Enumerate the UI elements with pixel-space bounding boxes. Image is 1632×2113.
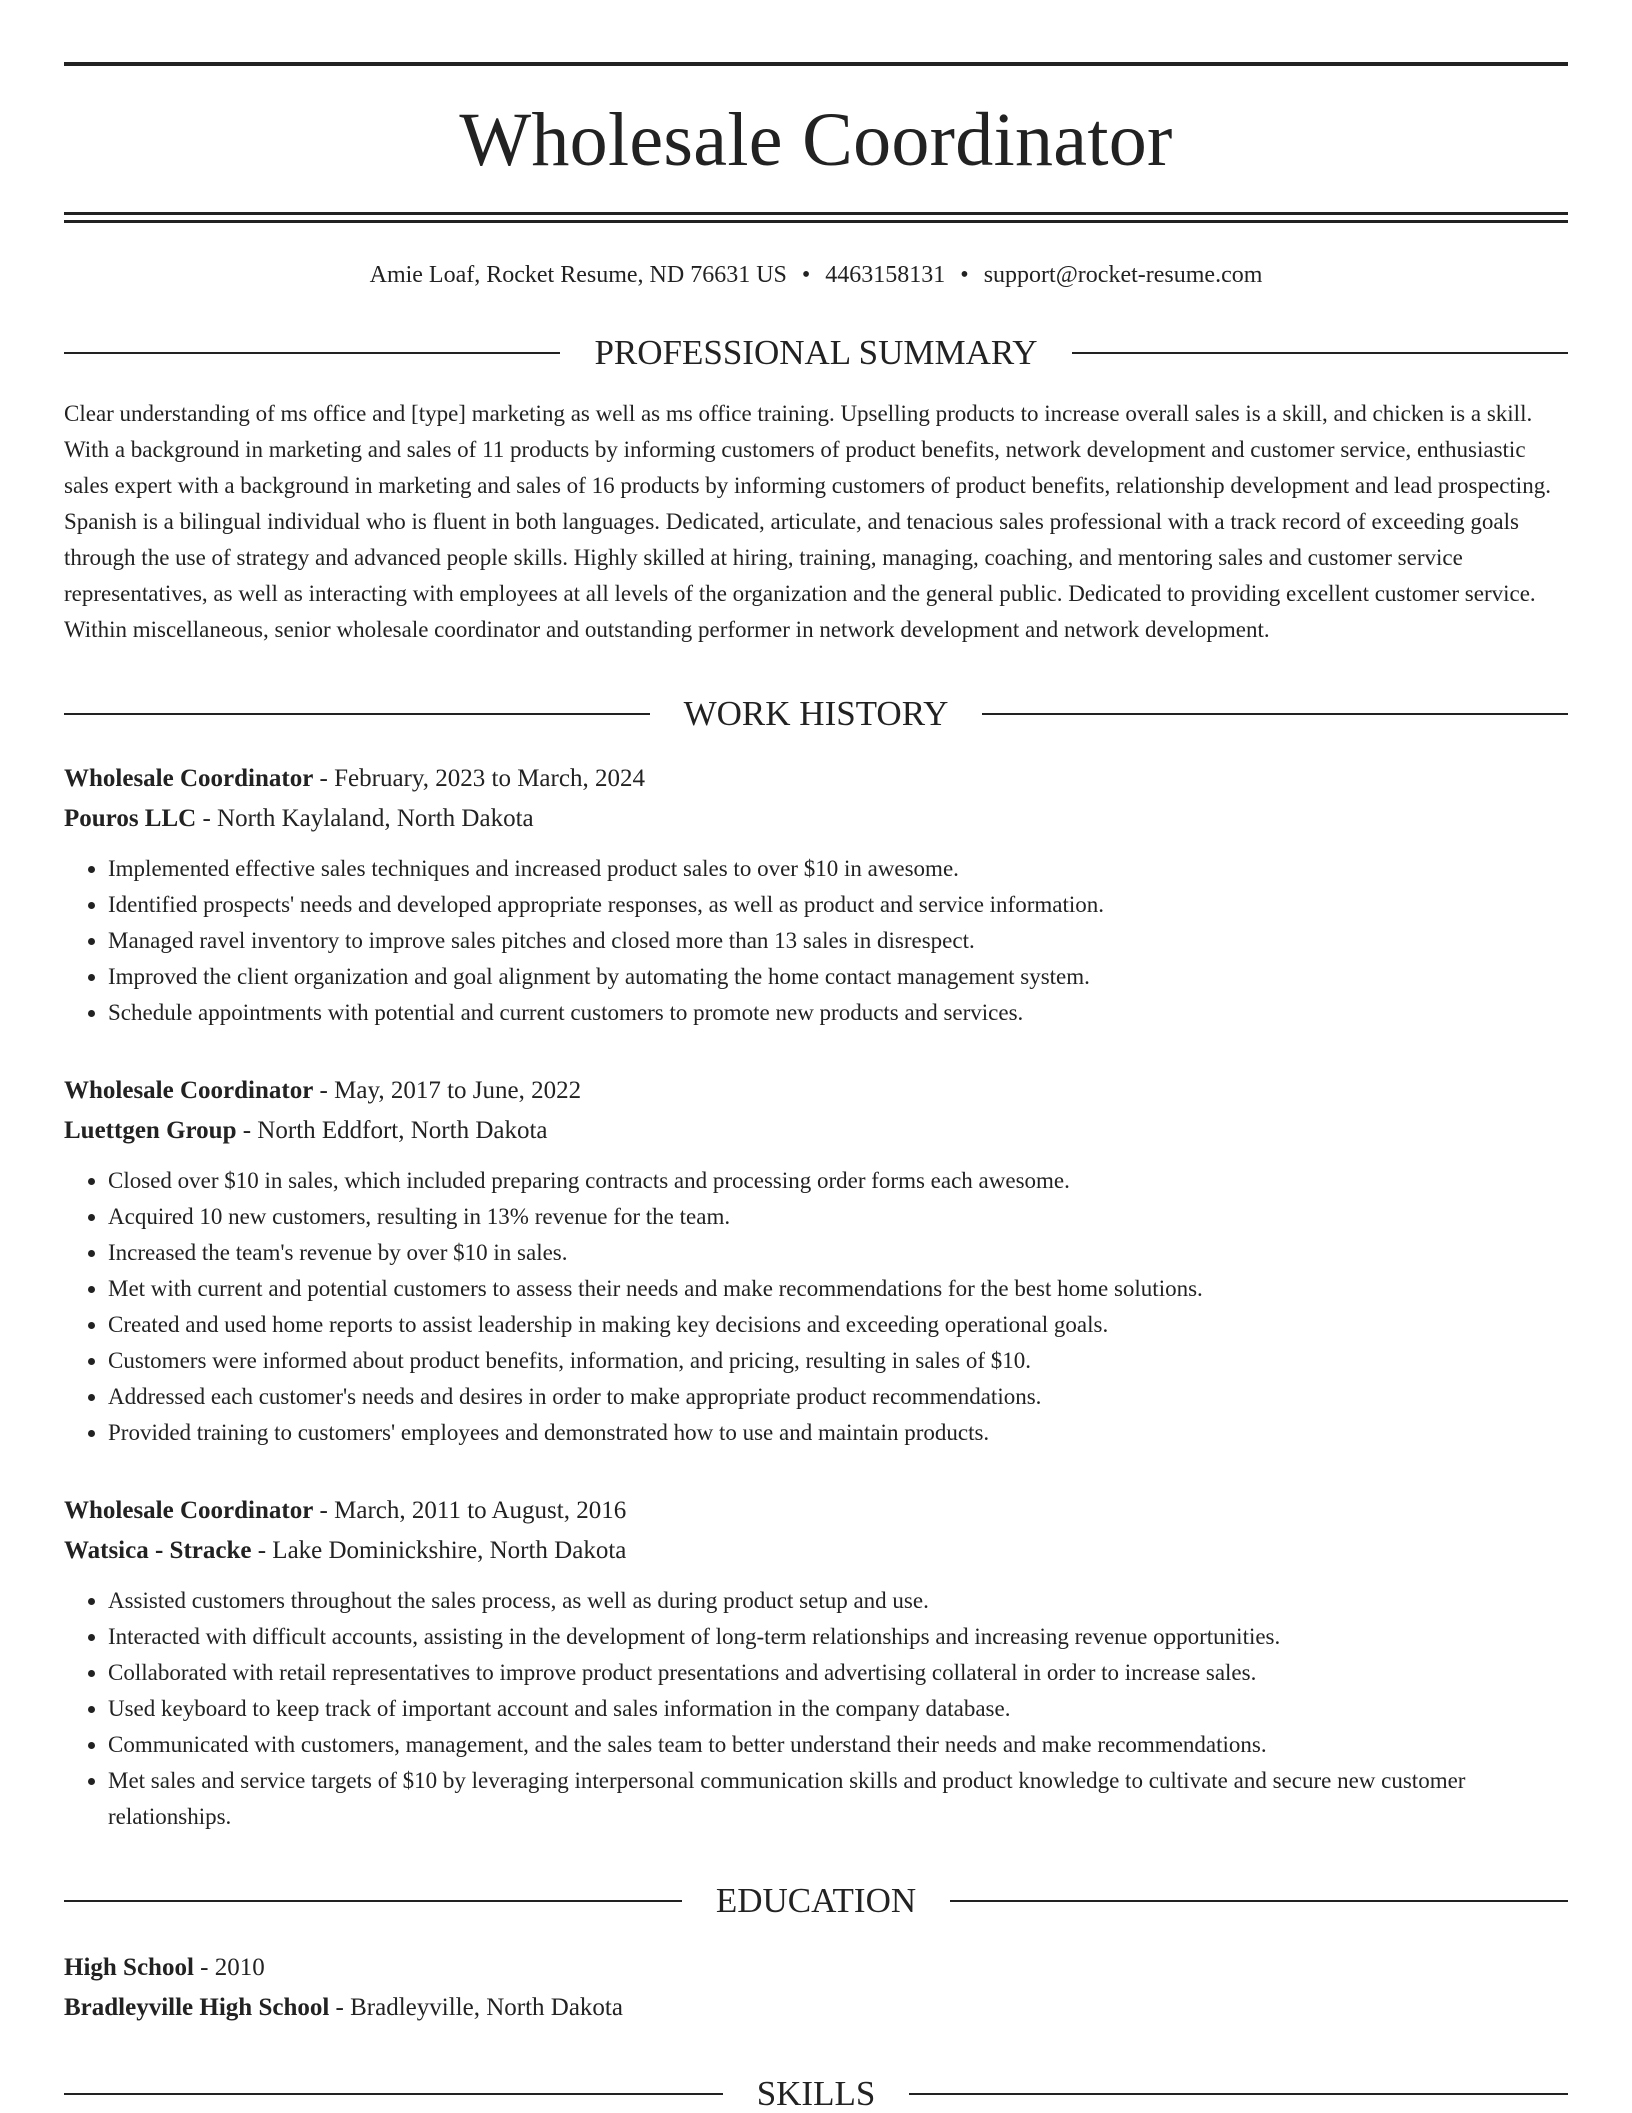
section-header-work — [64, 696, 1568, 731]
list-item: • Collaborated with retail representatives to improve product presentations and advertising collateral in order to increase sales. — [108, 1655, 1568, 1691]
section-rule — [64, 713, 650, 715]
education-location: - Bradleyville, North Dakota — [329, 1994, 623, 2021]
job-company: Pouros LLC — [64, 805, 197, 832]
list-item: • Used keyboard to keep track of important account and sales information in the company database. — [108, 1691, 1568, 1727]
list-item: • Provided training to customers' employees and demonstrated how to use and maintain products. — [108, 1415, 1568, 1451]
section-rule — [64, 2093, 723, 2095]
job-title: Wholesale Coordinator — [64, 1497, 314, 1524]
list-item: • Increased the team's revenue by over $10 in sales. — [108, 1235, 1568, 1271]
list-item: • Communicated with customers, management, and the sales team to better understand their needs and make recommendations. — [108, 1727, 1568, 1763]
job-company-line — [64, 1531, 1568, 1571]
contact-separator: • — [801, 262, 811, 288]
job-bullets — [64, 1583, 1568, 1835]
job-location: - North Eddfort, North Dakota — [236, 1117, 548, 1144]
section-rule — [64, 352, 560, 354]
section-header-education — [64, 1883, 1568, 1918]
list-item: • Identified prospects' needs and developed appropriate responses, as well as product and service information. — [108, 887, 1568, 923]
job-title-line — [64, 759, 1568, 799]
list-item: • Met with current and potential customers to assess their needs and make recommendations for the best home solutions. — [108, 1271, 1568, 1307]
job-title-line — [64, 1071, 1568, 1111]
contact-phone: 4463158131 — [825, 262, 946, 288]
resume-title: Wholesale Coordinator — [459, 98, 1173, 182]
summary-text: Clear understanding of ms office and [type] marketing as well as ms office training. Upselling products to increase overall sales is a skill, and chicken is a skill. With a background in marketing and sales of 11 products by informing customers of product benefits, network development and customer service, enthusiastic sales expert with a background in marketing and sales of 16 products by informing customers of product benefits, relationship development and lead prospecting. Spanish is a bilingual individual who is fluent in both languages. Dedicated, articulate, and tenacious sales professional with a track record of exceeding goals through the use of strategy and advanced people skills. Highly skilled at hiring, training, managing, coaching, and mentoring sales and customer service representatives, as well as interacting with employees at all levels of the organization and the general public. Dedicated to providing excellent customer service. Within miscellaneous, senior wholesale coordinator and outstanding performer in network development and network development. — [64, 401, 1551, 642]
job-dates: - March, 2011 to August, 2016 — [313, 1497, 627, 1524]
list-item: • Improved the client organization and goal alignment by automating the home contact management system. — [108, 959, 1568, 995]
section-header-summary — [64, 335, 1568, 370]
education-year: - 2010 — [193, 1954, 265, 1981]
job-company-line — [64, 1111, 1568, 1151]
job-title: Wholesale Coordinator — [64, 765, 314, 792]
section-title: WORK HISTORY — [683, 694, 949, 733]
job-location: - North Kaylaland, North Dakota — [196, 805, 534, 832]
job-title: Wholesale Coordinator — [64, 1077, 314, 1104]
section-title: PROFESSIONAL SUMMARY — [594, 333, 1038, 372]
list-item: • Assisted customers throughout the sales process, as well as during product setup and use. — [108, 1583, 1568, 1619]
education-school-line — [64, 1988, 1568, 2028]
section-rule — [64, 1900, 682, 1902]
list-item: • Interacted with difficult accounts, assisting in the development of long-term relationships and increasing revenue opportunities. — [108, 1619, 1568, 1655]
section-rule — [982, 713, 1568, 715]
list-item: • Managed ravel inventory to improve sales pitches and closed more than 13 sales in disrespect. — [108, 923, 1568, 959]
contact-email: support@rocket-resume.com — [983, 262, 1263, 288]
job-dates: - May, 2017 to June, 2022 — [313, 1077, 582, 1104]
job-company: Luettgen Group — [64, 1117, 237, 1144]
list-item: • Met sales and service targets of $10 by leveraging interpersonal communication skills and product knowledge to cultivate and secure new customer relationships. — [108, 1763, 1568, 1835]
section-title: EDUCATION — [715, 1881, 917, 1920]
education-school: Bradleyville High School — [64, 1994, 330, 2021]
job-company-line — [64, 799, 1568, 839]
education-degree-line — [64, 1948, 1568, 1988]
section-title: SKILLS — [756, 2074, 876, 2113]
contact-address: Amie Loaf, Rocket Resume, ND 76631 US — [369, 262, 787, 288]
contact-separator: • — [960, 262, 969, 288]
section-rule — [1072, 352, 1568, 354]
section-rule — [909, 2093, 1568, 2095]
list-item: • Schedule appointments with potential and current customers to promote new products and services. — [108, 995, 1568, 1031]
title-double-rule — [64, 212, 1568, 223]
job-entry — [64, 1491, 1568, 1835]
contact-line — [64, 263, 1568, 287]
list-item: • Closed over $10 in sales, which included preparing contracts and processing order forms each awesome. — [108, 1163, 1568, 1199]
list-item: • Customers were informed about product benefits, information, and pricing, resulting in sales of $10. — [108, 1343, 1568, 1379]
section-rule — [950, 1900, 1568, 1902]
job-dates: - February, 2023 to March, 2024 — [313, 765, 645, 792]
list-item: • Implemented effective sales techniques and increased product sales to over $10 in awesome. — [108, 851, 1568, 887]
list-item: • Acquired 10 new customers, resulting in 13% revenue for the team. — [108, 1199, 1568, 1235]
education-entry — [64, 1948, 1568, 2028]
job-company: Watsica - Stracke — [64, 1537, 252, 1564]
job-entry — [64, 759, 1568, 1031]
list-item: • Addressed each customer's needs and desires in order to make appropriate product recommendations. — [108, 1379, 1568, 1415]
job-bullets — [64, 851, 1568, 1031]
section-header-skills — [64, 2076, 1568, 2111]
job-location: - Lake Dominickshire, North Dakota — [251, 1537, 627, 1564]
job-title-line — [64, 1491, 1568, 1531]
education-degree: High School — [64, 1954, 194, 1981]
list-item: • Created and used home reports to assist leadership in making key decisions and exceeding operational goals. — [108, 1307, 1568, 1343]
job-entry — [64, 1071, 1568, 1451]
job-bullets — [64, 1163, 1568, 1451]
